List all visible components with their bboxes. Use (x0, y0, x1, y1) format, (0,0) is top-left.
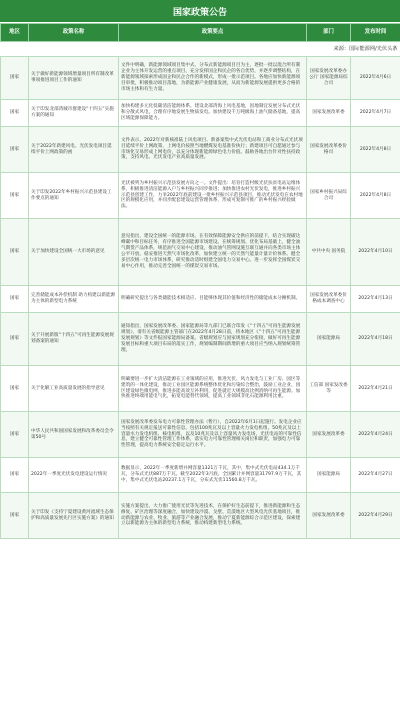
table-row (1, 493, 400, 539)
cell-policy-name: 完善储能成本补偿机制 助力构建以新能源为主体的新型电力系统 (29, 286, 119, 313)
source-row (1, 42, 400, 57)
cell-department: 国家能源局 (307, 313, 351, 366)
table-row (1, 127, 400, 173)
cell-release-date: 2022年4月6日 (351, 57, 400, 100)
page-title: 国家政策公告 (0, 0, 400, 22)
table-row (1, 173, 400, 219)
cell-policy-points: 明确要进一步扩大清洁能源在工业领域的应用，推进光伏、风力发电与工业厂房、园区等建筑的一体化建设，推动工业园区能源系统整体优化和污染综合整治，鼓励工业企业、园区建设绿色微电网，推进多能高效互补利用，促进就近大规模高比例消纳可再生能源。加快推进终端用能电气化，拓宽电能替代领域，提高工业领域非化石能源利用比重。 (119, 366, 307, 412)
cell-department: 国家发展改革委办公厅 国家能源局综合司 (307, 57, 351, 100)
cell-department: 国家发展改革委 (307, 412, 351, 458)
cell-department: 国家乡村振兴局综合司 (307, 173, 351, 219)
cell-region: 国家 (1, 286, 29, 313)
header-department: 部门 (307, 24, 351, 42)
cell-policy-name: 关于印发2022年乡村振兴示范县建设工作要点的通知 (29, 173, 119, 219)
cell-policy-points: 意见指出，建设全国统一的能源市场。在有效保障能源安全供应的前提下，结合实现碳达峰碳中和目标任务，有序推进全国能源市场建设。在统筹规划、优化布局基础上，健全油气期货产品体系，规范油气交易中心建设，推动油气管网设施互联互通并向各类市场主体公平开放。稳妥推进天然气市场化改革，加快建立统一的天然气能量计量计价体系。健全多层次统一电力市场体系，研究推动适时组建全国电力交易中心。进一步发挥全国煤炭交易中心作用，推动完善全国统一的煤炭交易市场。 (119, 219, 307, 286)
cell-policy-name: 关于做好新能源领域增量项目所有制改革事项推进项目工作的通知 (29, 57, 119, 100)
cell-policy-points: 数据显示，2022年一季度新增并网容量1321万千瓦，其中，集中式光伏电站434.1万千瓦，分布式光伏887万千瓦。截至2022年3月底，全国累计并网容量31797.9万千瓦，其中，集中式光伏电站20237.1万千瓦，分布式光伏11560.8万千瓦。 (119, 458, 307, 493)
cell-release-date: 2022年4月8日 (351, 173, 400, 219)
cell-release-date: 2022年4月27日 (351, 458, 400, 493)
cell-release-date: 2022年4月21日 (351, 366, 400, 412)
cell-release-date: 2022年4月24日 (351, 412, 400, 458)
cell-region: 国家 (1, 458, 29, 493)
cell-release-date: 2022年4月13日 (351, 286, 400, 313)
cell-department: 国家能源局 (307, 458, 351, 493)
cell-region: 国家 (1, 173, 29, 219)
cell-department: 国家发展改革委 (307, 100, 351, 127)
cell-policy-points: 明确研究提出与各类储能技术相适应、目能够体现其价值和经济性的储能成本分摊机制。 (119, 286, 307, 313)
cell-region: 国家 (1, 219, 29, 286)
cell-region: 国家 (1, 57, 29, 100)
cell-release-date: 2022年4月29日 (351, 493, 400, 539)
table-row (1, 57, 400, 100)
cell-release-date: 2022年4月7日 (351, 100, 400, 127)
table-body (1, 42, 400, 539)
cell-department: 国家发展改革委价格司 (307, 127, 351, 173)
cell-policy-name: 关于化解工业高质量发展的指导意见 (29, 366, 119, 412)
table-row (1, 313, 400, 366)
cell-region: 国家 (1, 412, 29, 458)
cell-region: 国家 (1, 493, 29, 539)
cell-policy-name: 关于开展新版“十四五”可再生能源发展规划备案的通知 (29, 313, 119, 366)
cell-department: 国家发展改革委 (307, 493, 351, 539)
table-row (1, 219, 400, 286)
cell-policy-points: 国家发展改革委发布电力可靠性管理办法（暂行），自2022年6月1日起施行。发电企业应当按照有关规定报送可靠性信息，包括100兆瓦及以上容量火力发电机组、50兆瓦及以上容量水力发电机组、核电机组，以及10兆瓦及以上容量风力发电场、光伏电站的可靠性信息，建立健全可靠性管理工作体系，落实电力可靠性管理相关岗位和职责，加强电力可靠性管理，提高电力系统安全稳定运行水平。 (119, 412, 307, 458)
cell-policy-name: 关于印发北部湾城市群建设“十四五”实施方案的通知 (29, 100, 119, 127)
cell-policy-points: 通知指出，国家发展改革委、国家能源局等九部门已联合印发《“十四五”可再生能源发展规划》，请有关省级能源主管部门在2022年4月28日前，将本地区《“十四五”可再生能源发展规划》等文件报国家能源局备案。省级规划应与国家规划充分衔接，做好可再生能源发展目标和重大项目布局的落实工作，规划编制期间新增的重大项目应当纳入规划统筹管理。 (119, 313, 307, 366)
table-header-row (1, 24, 400, 42)
header-region: 地区 (1, 24, 29, 42)
cell-policy-name: 中华人民共和国国家发展和改革委员会令第50号 (29, 412, 119, 458)
header-policy-points: 政策要点 (119, 24, 307, 42)
table-row (1, 458, 400, 493)
source-note: 来源：国际能源网/光伏头条 (333, 45, 398, 52)
cell-policy-name: 关于2022年新建风电、光伏发电项目延续平价上网政策的函 (29, 127, 119, 173)
cell-department: 国家发展改革委价格成本调查中心 (307, 286, 351, 313)
policy-table (0, 23, 400, 539)
cell-region: 国家 (1, 100, 29, 127)
table-row (1, 100, 400, 127)
cell-department: 工信部 国家发改委等 (307, 366, 351, 412)
cell-department: 中共中央 国务院 (307, 219, 351, 286)
cell-region: 国家 (1, 366, 29, 412)
cell-region: 国家 (1, 313, 29, 366)
cell-release-date: 2022年4月10日 (351, 219, 400, 286)
cell-policy-name: 2022年一季度光伏发电建设运行情况 (29, 458, 119, 493)
cell-policy-points: 光伏被列为乡村振兴示范县发展方向之一。文件提出：培育打造村级光伏扶贫电站运维体系，积极推进清洁能源入户与乡村振兴同步推进；加快推进农村光伏发电，推进乡村振兴示范县创建工作，力争2022年底前建设一批乡村振兴示范县项目，推动光伏发电在农村地区的规模化应用，并同步配套建设运营管理体系，形成可复制可推广的乡村振兴经验做法。 (119, 173, 307, 219)
cell-policy-name: 关于印发《支持宁夏建设黄河流域生态保护和高质量发展先行区实施方案》的通知 (29, 493, 119, 539)
cell-policy-points: 加快构建多元化低碳清洁能源体系。建设北部湾海上风电基地，因地制宜发展分布式光伏和分散式风电，合理有序地发展生物质发电。加快建设千万吨级海上油气储备基地，提高区域能源保障能力。 (119, 100, 307, 127)
table-row (1, 366, 400, 412)
cell-policy-points: 实施方案提出，大力推广使用光伏等先进技术，在保护好生态前提下，推进新能源和生态修复、矿区治理等深度融合，加快建设沙漠、戈壁、荒漠地区大型风电光伏基地项目，推动新能源与农业、牧业、旅游等产业融合发展，推动宁夏新能源综合示范区建设，探索建立以新能源为主体的新型电力系统，推动构建新型电力系统。 (119, 493, 307, 539)
cell-release-date: 2022年4月18日 (351, 313, 400, 366)
cell-region: 国家 (1, 127, 29, 173)
header-policy-name: 政策名称 (29, 24, 119, 42)
cell-release-date: 2022年4月8日 (351, 127, 400, 173)
table-row (1, 286, 400, 313)
header-release-date: 发布时间 (351, 24, 400, 42)
cell-policy-name: 关于加快建设全国统一大市场的意见 (29, 219, 119, 286)
cell-policy-points: 文件表示，2022年对新核准陆上风电项目、新备案集中式光伏电站和工商业分布式光伏项目延续平价上网政策，上网电价按照当地燃煤发电基准价执行；新建项目可自愿通过参与市场化交易形成上网电价，以充分体现新能源绿色电力价值。鼓励各地出台针对性扶持政策，支持风电、光伏发电产业高质量发展。 (119, 127, 307, 173)
cell-policy-points: 文件中明确，新能源领域项目集中式、分布式新能源项目目为主，逐批一批以混合所有制企业为主体开发运营的重点项目，充分发挥国企和民企的各自优势，并逐步调整结构，在新能源领域探索形成国企和民企合作的新模式，形成一批示范项目。各地应加快新能源项目审批，积极推动项目落地，为新能源产业健康发展，从而为新能源发展提供更多合格的市场主体和有生力量。 (119, 57, 307, 100)
table-row (1, 412, 400, 458)
